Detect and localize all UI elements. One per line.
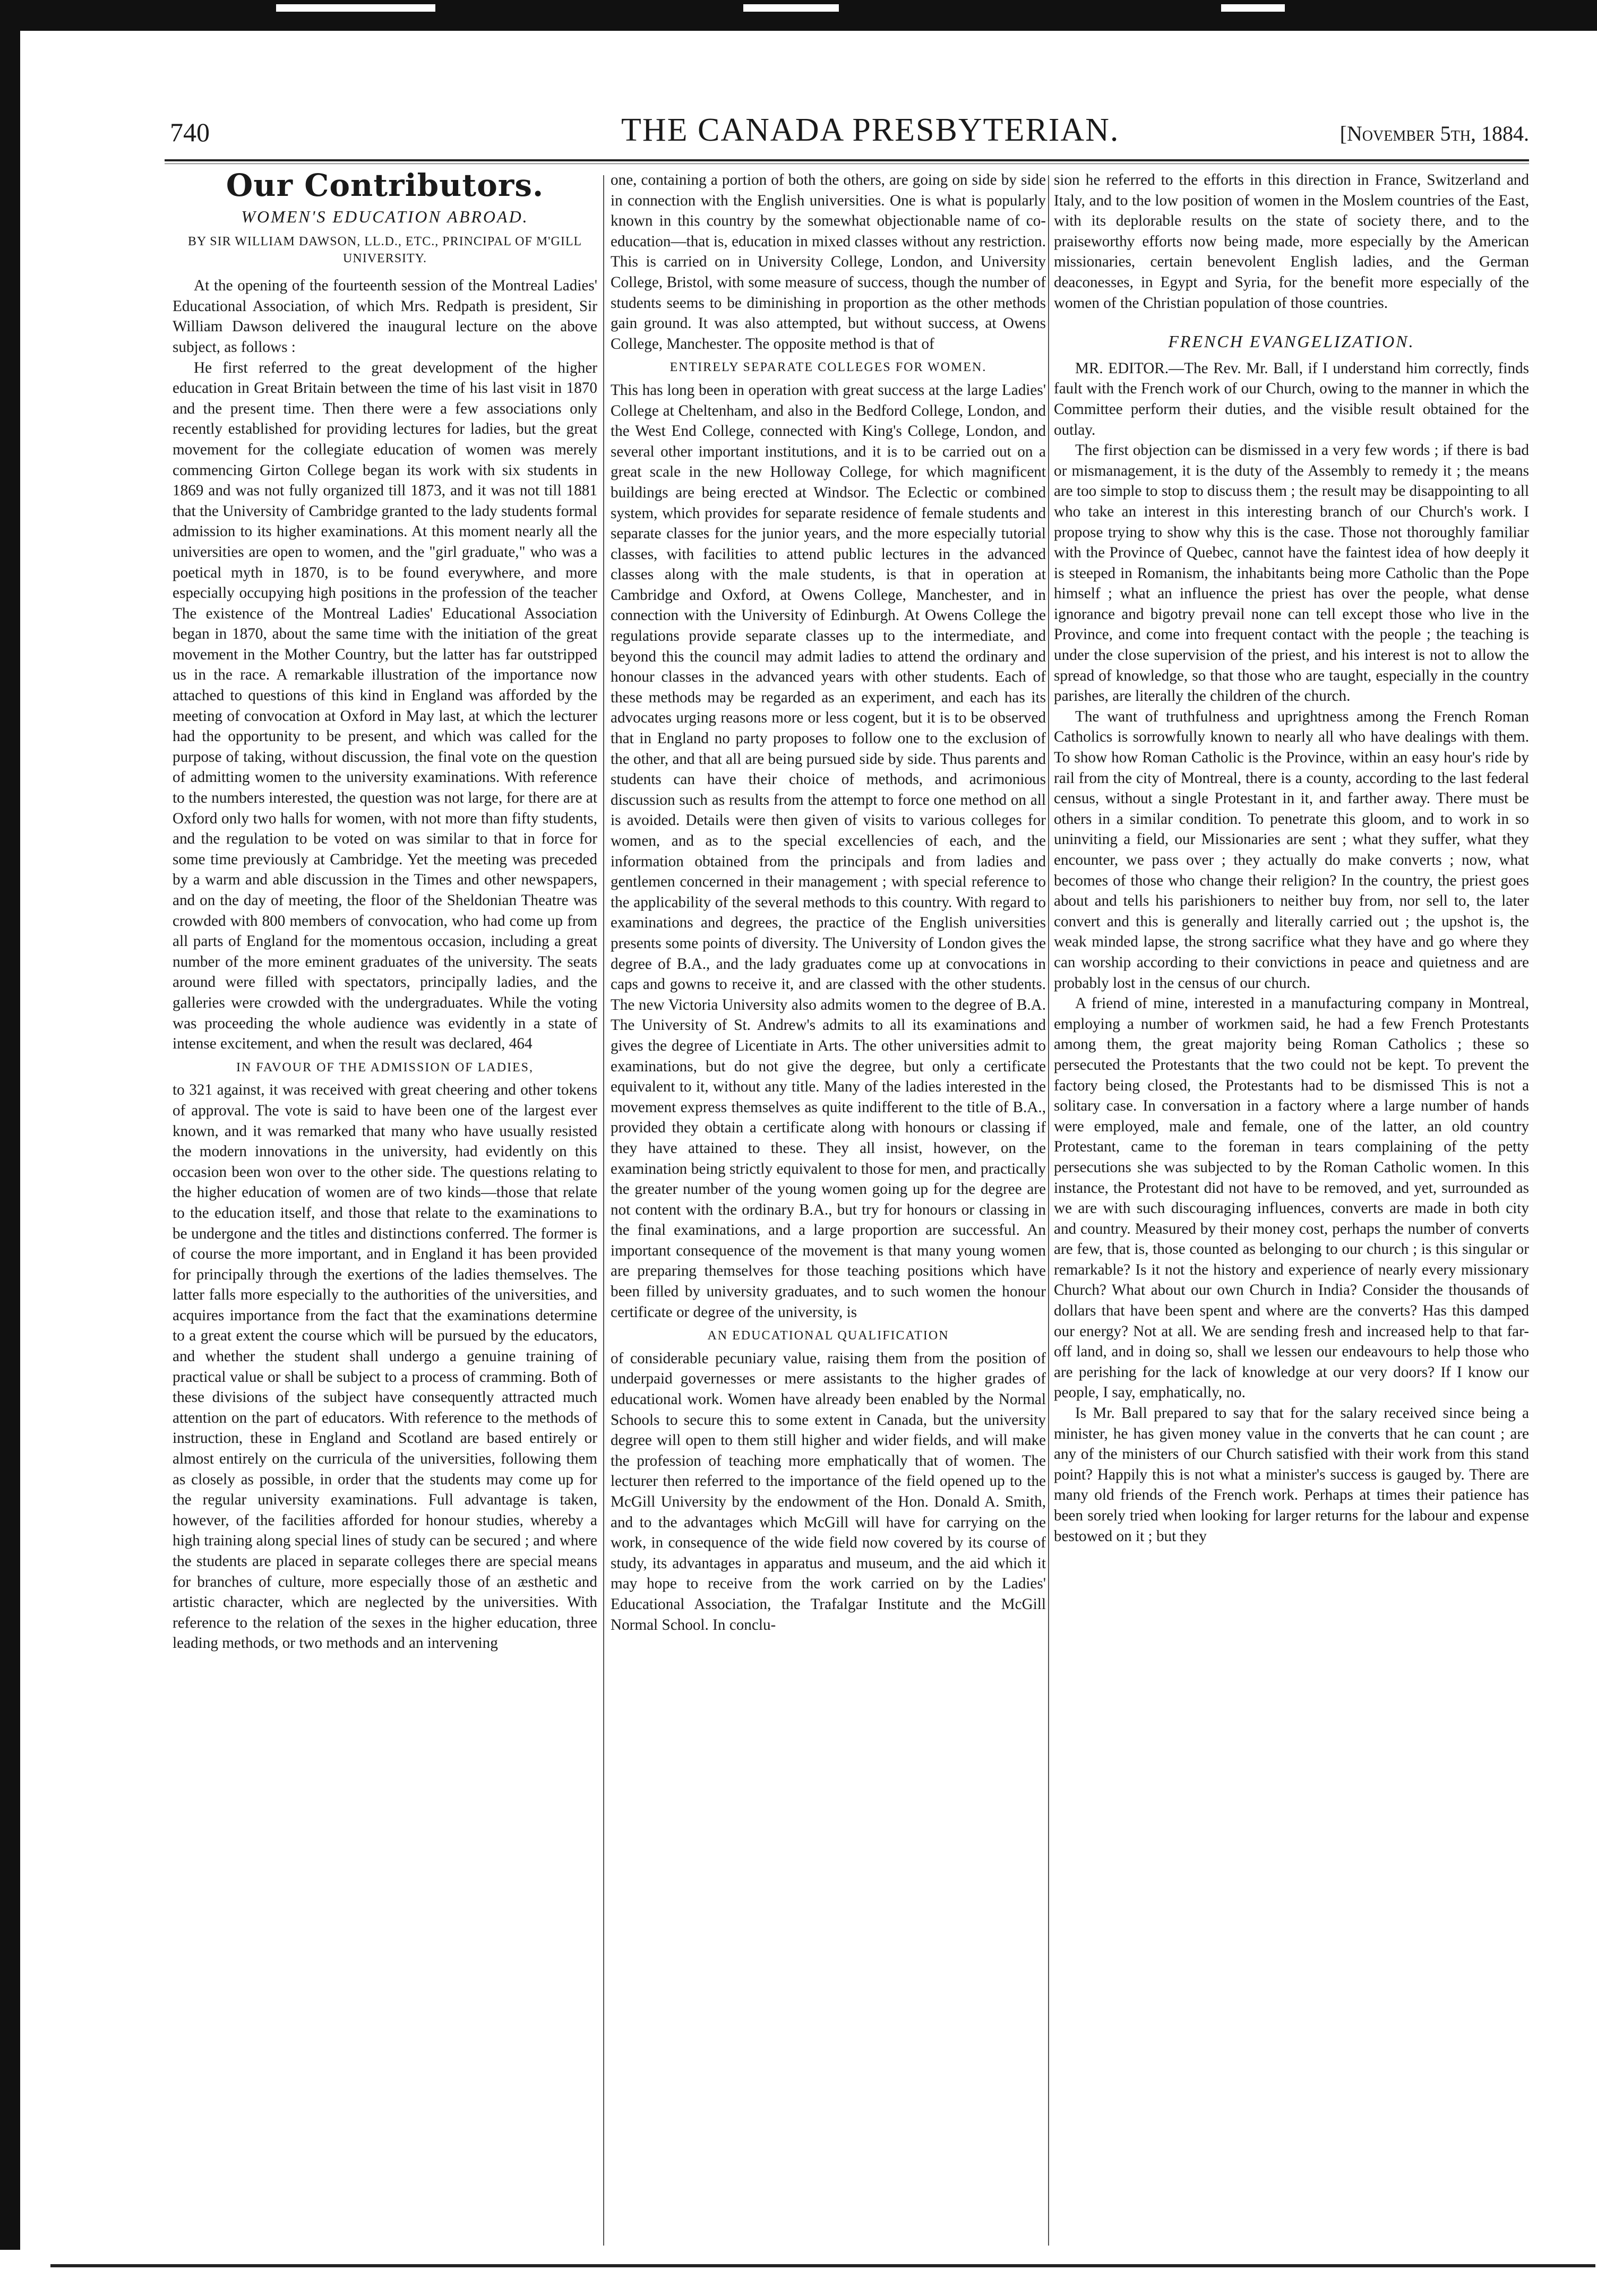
page-top-border <box>0 0 1597 31</box>
paragraph: one, containing a portion of both the others, are going on side by side in connection with the English universities. One is what is popularly known in this country by the somewhat objectionable name of co-education—that is, education in mixed classes without any restriction. This is carried on in University College, London, and University College, Bristol, with some measure of success, though the number of students seems to be diminishing in proportion as the other methods gain ground. It was also attempted, but without success, at Owens College, Manchester. The opposite method is that of <box>611 171 1046 352</box>
paragraph: He first referred to the great development of the higher education in Great Britain between the time of his last visit in 1870 and the present time. Then there were a few associations only recently established for providing lectures for ladies, but the great movement for the collegiate education of women was merely commencing Girton College began its work with six students in 1869 and was not fully organized till 1873, and it was not till 1881 that the University of Cambridge granted to the lady students formal admission to its higher examinations. At this moment nearly all the universities are open to women, and the "girl graduate," who was a poetical myth in 1870, is to be found everywhere, and more especially occupying high positions in the profession of the teacher The existence of the Montreal Ladies' Educational Association began in 1870, about the same time with the initiation of the great movement in the Mother Country, but the latter has far outstripped us in the race. A remarkable illustration of the importance now attached to questions of this kind in England was afforded by the meeting of convocation at Oxford in May last, at which the lecturer had the opportunity to be present, and which was called for the purpose of taking, without discussion, the final vote on the question of admitting women to the university examinations. With reference to the numbers interested, the question was not large, for there are at Oxford only two halls for women, with not more than fifty students, and the regulation to be voted on was similar to that in force for some time previously at Cambridge. Yet the meeting was preceded by a warm and able discussion in the Times and other newspapers, and on the day of meeting, the floor of the Sheldonian Theatre was crowded with 800 members of convocation, who had come up from all parts of England for the momentous occasion, including a great number of the more eminent graduates of the university. The seats around were filled with spectators, principally ladies, and the galleries were crowded with the undergraduates. While the voting was proceeding the whole audience was evidently in a state of intense excitement, and when the result was declared, 464 <box>173 359 597 1053</box>
article-title: FRENCH EVANGELIZATION. <box>1168 332 1415 351</box>
column-divider <box>603 175 604 2246</box>
paragraph: to 321 against, it was received with great cheering and other tokens of approval. The vote is said to have been one of the largest ever known, and it was remarked that many who have usually resisted the modern innovations in the university, had evidently on this occasion been won over to the other side. The questions relating to the higher education of women are of two kinds—those that relate to the education itself, and those that relate to the examinations to be undergone and the titles and distinctions conferred. The former is of course the more important, and in England it has been provided for principally through the exertions of the ladies themselves. The latter falls more especially to the authorities of the universities, and acquires importance from the fact that the examinations determine to a great extent the course which will be pursued by the educators, and whether the student shall undergo a genuine training of practical value or shall be subject to a process of cramming. Both of these divisions of the subject have consequently attracted much attention on the part of educators. With reference to the methods of instruction, these in England and Scotland are based entirely or almost entirely on the curricula of the universities, following them as closely as possible, in order that the students may come up for the regular university examinations. Full advantage is taken, however, of the facilities afforded for honour studies, whereby a high training along special lines of study can be secured ; and where the students are placed in separate colleges there are special means for branches of culture, more especially those of an æsthetic and artistic character, which are neglected by the universities. With reference to the relation of the sexes in the higher education, three leading methods, or two methods and an intervening <box>173 1081 597 1652</box>
paragraph: MR. EDITOR.—The Rev. Mr. Ball, if I understand him correctly, finds fault with the French work of our Church, owing to the manner in which the Committee perform their duties, and the visible result obtained for the outlay. <box>1054 359 1529 438</box>
column-divider <box>1048 175 1049 2246</box>
page-left-border <box>0 31 20 2250</box>
paragraph: This has long been in operation with great success at the large Ladies' College at Cheltenham, and also in the Bedford College, London, and the West End College, connected with King's College, London, and several other important institutions, and it is to be carried out on a great scale in the new Holloway College, for which magnificent buildings are being erected at Windsor. The Eclectic or combined system, which provides for separate residence of female students and separate classes for the junior years, and the more especially tutorial classes, with facilities to attend public lectures in the advanced classes along with the male students, is that in operation at Cambridge and Oxford, at Owens College, Manchester, and in connection with the University of Edinburgh. At Owens College the regulations provide separate classes up to the intermediate, and beyond this the council may admit ladies to attend the ordinary and honour classes in the advanced years with other students. Each of these methods may be regarded as an experiment, and each has its advocates urging reasons more or less cogent, but it is to be observed that in England no party proposes to follow one to the exclusion of the other, and that all are being pursued side by side. Thus parents and students can have their choice of methods, and acrimonious discussion such as results from the attempt to force one method on all is avoided. Details were then given of visits to various colleges for women, and as to the special excellencies of each, and the information obtained from the principals and from ladies and gentlemen concerned in their management ; with special reference to the applicability of the several methods to this country. With regard to examinations and degrees, the practice of the English universities presents some points of diversity. The University of London gives the degree of B.A., and the lady graduates come up at convocations in caps and gowns to receive it, and are classed with the other students. The new Victoria University also admits women to the degree of B.A. The University of St. Andrew's admits to all its examinations and gives the degree of Licentiate in Arts. The other universities admit to examinations, but do not give the degree, but only a certificate equivalent to it, without any title. Many of the ladies interested in the movement express themselves as quite indifferent to the title of B.A., provided they obtain a certificate along with honours or classing if they have attained to these. They all insist, however, on the examination being strictly equivalent to those for men, and practically the greater number of the young women going up for the degree are not content with the ordinary B.A., but try for honours or classing in the final examinations, and a large proportion are successful. An important consequence of the movement is that many young women are preparing themselves for those teaching positions which have been filled by university graduates, and to such women the honour certificate or degree of the university, is <box>611 381 1046 1321</box>
issue-date: [November 5th, 1884. <box>1340 122 1529 145</box>
paragraph: Is Mr. Ball prepared to say that for the salary received since being a minister, he has given money value in the converts that he can count ; are any of the ministers of our Church satisfied with their work from this stand point? Happily this is not what a minister's success is gauged by. There are many old friends of the French work. Perhaps at times their patience has been sorely tried when looking for larger returns for the labour and expense bestowed on it ; but they <box>1054 1405 1529 1545</box>
paragraph: The want of truthfulness and uprightness among the French Roman Catholics is sorrowfully known to nearly all who have dealings with them. To show how Roman Catholic is the Province, within an easy hour's ride by rail from the city of Montreal, there is a county, according to the last federal census, without a single Protestant in it, and farther away. There must be others in a similar condition. To penetrate this gloom, and to work in so uninviting a field, our Missionaries are sent ; what they suffer, what they encounter, we pass over ; they actually do make converts ; now, what becomes of those who change their religion? In the country, the priest goes about and tells his parishioners to neither buy from, nor sell to, the later convert and this is generally and literally carried out ; the upshot is, the weak minded lapse, the strong sacrifice what they have and go where they can worship according to their convictions in peace and quietness and are probably lost in the census of our church. <box>1054 708 1529 992</box>
subheading: AN EDUCATIONAL QUALIFICATION <box>707 1329 949 1343</box>
section-title: Our Contributors. <box>226 167 544 203</box>
paragraph: sion he referred to the efforts in this direction in France, Switzerland and Italy, and to the low position of women in the Moslem countries of the East, with its deplorable results on the state of society there, and to the praiseworthy efforts now being made, more especially by the American missionaries, certain benevolent English ladies, and the German deaconesses, in Egypt and Syria, for the benefit more especially of the women of the Christian population of those countries. <box>1054 171 1529 312</box>
column-3 <box>1054 170 1529 1546</box>
page-header <box>170 111 1550 159</box>
article-byline: BY SIR WILLIAM DAWSON, LL.D., ETC., PRINCIPAL OF M'GILL UNIVERSITY. <box>187 235 582 266</box>
article-title: WOMEN'S EDUCATION ABROAD. <box>241 207 529 226</box>
paragraph: A friend of mine, interested in a manufacturing company in Montreal, employing a number of workmen said, he had a few French Protestants among them, the great majority being Roman Catholics ; these so persecuted the Protestants that the two could not be kept. To prevent the factory being closed, the Protestants had to be dismissed This is not a solitary case. In conversation in a factory where a large number of hands were employed, male and female, one of the latter, an old country Protestant, came to the foreman in tears complaining of the petty persecutions she was subjected to by the Roman Catholic women. In this instance, the Protestant did not have to be removed, and yet, surrounded as we are with such discouraging influences, converts are made in both city and country. Measured by their money cost, perhaps the number of converts are few, that is, those counted as belonging to our church ; is this singular or remarkable? Is it not the history and experience of nearly every missionary Church? What about our own Church in India? Consider the thousands of dollars that have been spent and where are the converts? Has this damped our energy? Not at all. We are sending fresh and increased help to that far-off land, and in doing so, shall we lessen our endeavours to help those who are perishing for the lack of knowledge at our very doors? If I know our people, I say, emphatically, no. <box>1054 995 1529 1401</box>
column-2 <box>611 170 1046 1635</box>
paragraph: of considerable pecuniary value, raising them from the position of underpaid governesses or mere assistants to the higher grades of educational work. Women have already been enabled by the Normal Schools to secure this to some extent in Canada, but the university degree will open to them still higher and wider fields, and will make the profession of teaching more emphatically that of women. The lecturer then referred to the importance of the field opened up to the McGill University by the endowment of the Hon. Donald A. Smith, and to the advantages which McGill will have for carrying on the work, in consequence of the wide field now covered by its course of study, its advantages in apparatus and museum, and the aid which it may hope to receive from the work carried on by the Ladies' Educational Association, the Trafalgar Institute and the McGill Normal School. In conclu- <box>611 1349 1046 1633</box>
page-bottom-border <box>50 2264 1595 2267</box>
paragraph: The first objection can be dismissed in a very few words ; if there is bad or mismanagement, it is the duty of the Assembly to remedy it ; the means are too simple to stop to discuss them ; the result may be disappointing to all who take an interest in this interesting branch of our Church's work. I propose trying to show why this is the case. Those not thoroughly familiar with the Province of Quebec, cannot have the faintest idea of how deeply it is steeped in Romanism, the inhabitants being more Catholic than the Pope himself ; what an influence the priest has over the people, what dense ignorance and bigotry prevail none can tell except those who live in the Province, and come into frequent contact with the people ; the teaching is under the close supervision of the priest, and his interest is not to allow the spread of knowledge, so that those who are taught, especially in the country parishes, are literally the children of the church. <box>1054 442 1529 705</box>
page-number: 740 <box>170 117 210 147</box>
column-1 <box>173 167 597 1654</box>
header-rule <box>165 159 1529 161</box>
paragraph: At the opening of the fourteenth session of the Montreal Ladies' Educational Association, of which Mrs. Redpath is president, Sir William Dawson delivered the inaugural lecture on the above subject, as follows : <box>173 277 597 356</box>
subheading: IN FAVOUR OF THE ADMISSION OF LADIES, <box>236 1060 534 1074</box>
subheading: ENTIRELY SEPARATE COLLEGES FOR WOMEN. <box>669 360 987 375</box>
journal-title: THE CANADA PRESBYTERIAN. <box>621 112 1120 148</box>
